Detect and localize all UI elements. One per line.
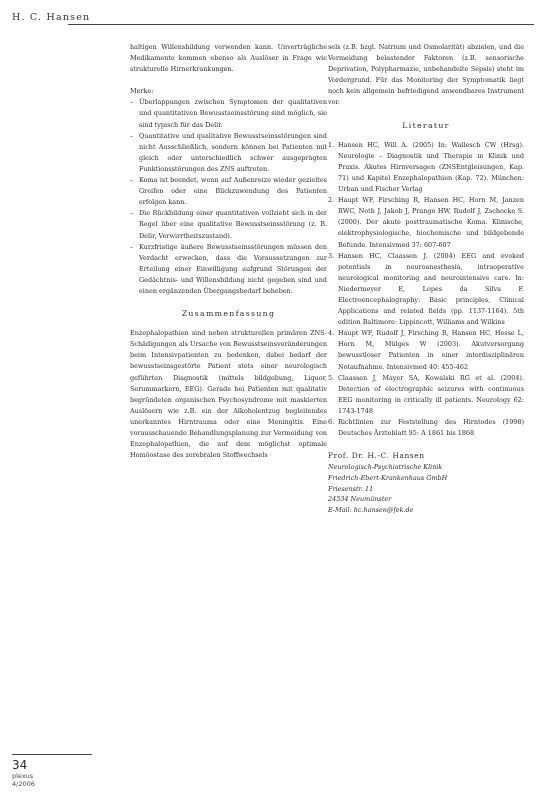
summary-paragraph: Enzephalopathien sind neben strukturellen primären ZNS-Schädigungen als Ursache von Bewusstseinsveränderungen beim Intensivpatienten zu bedenken, dabei bedarf der bewusstseinsgestörte Patient stets einer neurologisch geführten Diagnostik (mittels bildgebung, Liquor, Serummarkern, EEG). Gerade bei Patienten mit qualitativ begründeten organischen Psychosyndrome mit maskierten Auslösern wie z.B. ein der Alkoholentzug begleitendes unerkanntes Hirntrauma oder eine Meningitis. Eine vorausschauende Behandlungsplanung zur Vermeidung von Enzephalopathien, die auf dem möglichst optimale Homöostase des zerebralen Stoffwechsels [130,329,327,460]
magazine-name: plexus [12,772,34,780]
author-email: E-Mail: hc.hansen@fek.de [328,506,414,515]
page-number: 34 [12,758,28,772]
notes-heading: Merke: [130,87,154,96]
left-column [130,42,327,461]
running-header: H. C. Hansen [12,12,91,23]
author-hospital: Friedrich-Ebert-Krankenhaus GmbH [328,473,448,482]
list-item: – Überlappungen zwischen Symptomen der qualitativen und quantitativen Bewusstseinsstörung sind möglich, sie sind typisch für das Delir. [130,97,327,130]
author-city: 24534 Neumünster [328,495,392,504]
author-block [328,451,524,516]
page-footer [12,754,92,788]
author-department: Neurologisch-Psychiatrische Klinik [328,462,443,471]
reference-item: Hansen HC, Will A. (2005) In: Wallesch CW (Hrsg). Neurologie – Diagnostik und Therapie in Klinik und Praxis. Akutes Hirnversagen (ZNSEntgleisungen, Kap. 71) und Kapitel Enzephalopathien (Kap. 72). München: Urban und Fischer Verlag [338,140,524,194]
continuation-paragraph: sels (z.B. bzgl. Natrium und Osmolarität) abzielen, und die Vermeidung belastender Faktoren (z.B. sensorische Deprivation, Polypharmazie, unbehandelte Sepsis) steht im Vordergrund. Für das Monitoring der Symptomatik liegt noch kein allgemein befriedigend anwendbares Instrument vor. [328,43,524,107]
literature-heading: Literatur [402,120,450,130]
reference-item: Claassen J, Mayer SA, Kowalski RG et al. (2004). Detection of electrographic seizures with continuous EEG monitoring in critically ill patients. Neurology 62: 1743-1748 [338,373,524,415]
reference-list [328,140,524,440]
header-rule [68,24,534,25]
summary-heading: Zusammenfassung [181,309,276,319]
reference-item: Richtlinien zur Feststellung des Hirntodes (1998) Deutsches Ärzteblatt 95: A 1861 bis 1868 [338,418,524,438]
issue-number: 4/2006 [12,780,35,788]
list-item: – Koma ist beendet, wenn auf Außenreize wieder gezieltes Greifen oder eine Blickzuwendung des Patienten erfolgen kann. [130,175,327,208]
notes-list [130,97,327,297]
reference-item: Haupt WF, Rudolf J, Firsching R, Hansen HC, Hesse L, Horn M, Mülges W (2003). Akutversorgung bewusstloser Patienten in einer interdisziplinären Notaufnahme. Intensivmed 40: 455-462 [338,329,524,371]
author-name: Prof. Dr. H.-C. Hansen [328,451,425,461]
list-item: – Quantitative und qualitative Bewusstseinsstörungen sind nicht Ausschließlich, sondern können bei Patienten mit gleich oder unterschiedlich schwer ausgeprägten Funktionsstörungen des ZNS auftreten. [130,131,327,175]
list-item: – Kurzfristige äußere Bewusstseinsstörungen müssen den Verdacht erwecken, dass die Voraussetzungen zur Erteilung einer Einwilligung aufgrund Störungen der Gedächtnis- und Willensbildung nicht gegeben sind und einen ergänzenden Übergangsbedarf beheben. [130,242,327,297]
author-street: Friesenstr. 11 [328,484,374,493]
reference-item: Hansen HC, Claassen J. (2004) EEG and evoked potentials in neuroanesthesia, intraoperative neurological monitoring and neurointensive care. In: Niedermeyer E, Lopes da Silva F. Electroencephalography: Basic principles, Clinical Applications and related fields (pp. 1137-1164). 5th edition Baltimore: Lippincott, Williams and Wilkins [338,251,524,327]
intro-paragraph: haltigen Willensbildung verwenden kann. Unverträgliche Medikamente kommen ebenso als Auslöser in Frage wie strukturelle Hirnerkrankungen. [130,43,327,74]
list-item: – Die Rückbildung einer quantitativen vollzieht sich in der Regel über eine qualitative Bewusstseinsstörung (z. B. Delir, Verwirrtheitszustand). [130,208,327,241]
footer-rule [12,754,92,755]
reference-item: Haupt WF, Firsching R, Hansen HC, Horn M, Janzen RWC, Noth J, Jakob J, Prange HW, Rudolf J, Zschocke S. (2000). Der akute posttraumatische Koma. Klinische, elektrophysiologische, biochemische und bildgebende Befunde. Intensivmed 37: 607-607 [338,196,524,249]
right-column [328,42,524,516]
